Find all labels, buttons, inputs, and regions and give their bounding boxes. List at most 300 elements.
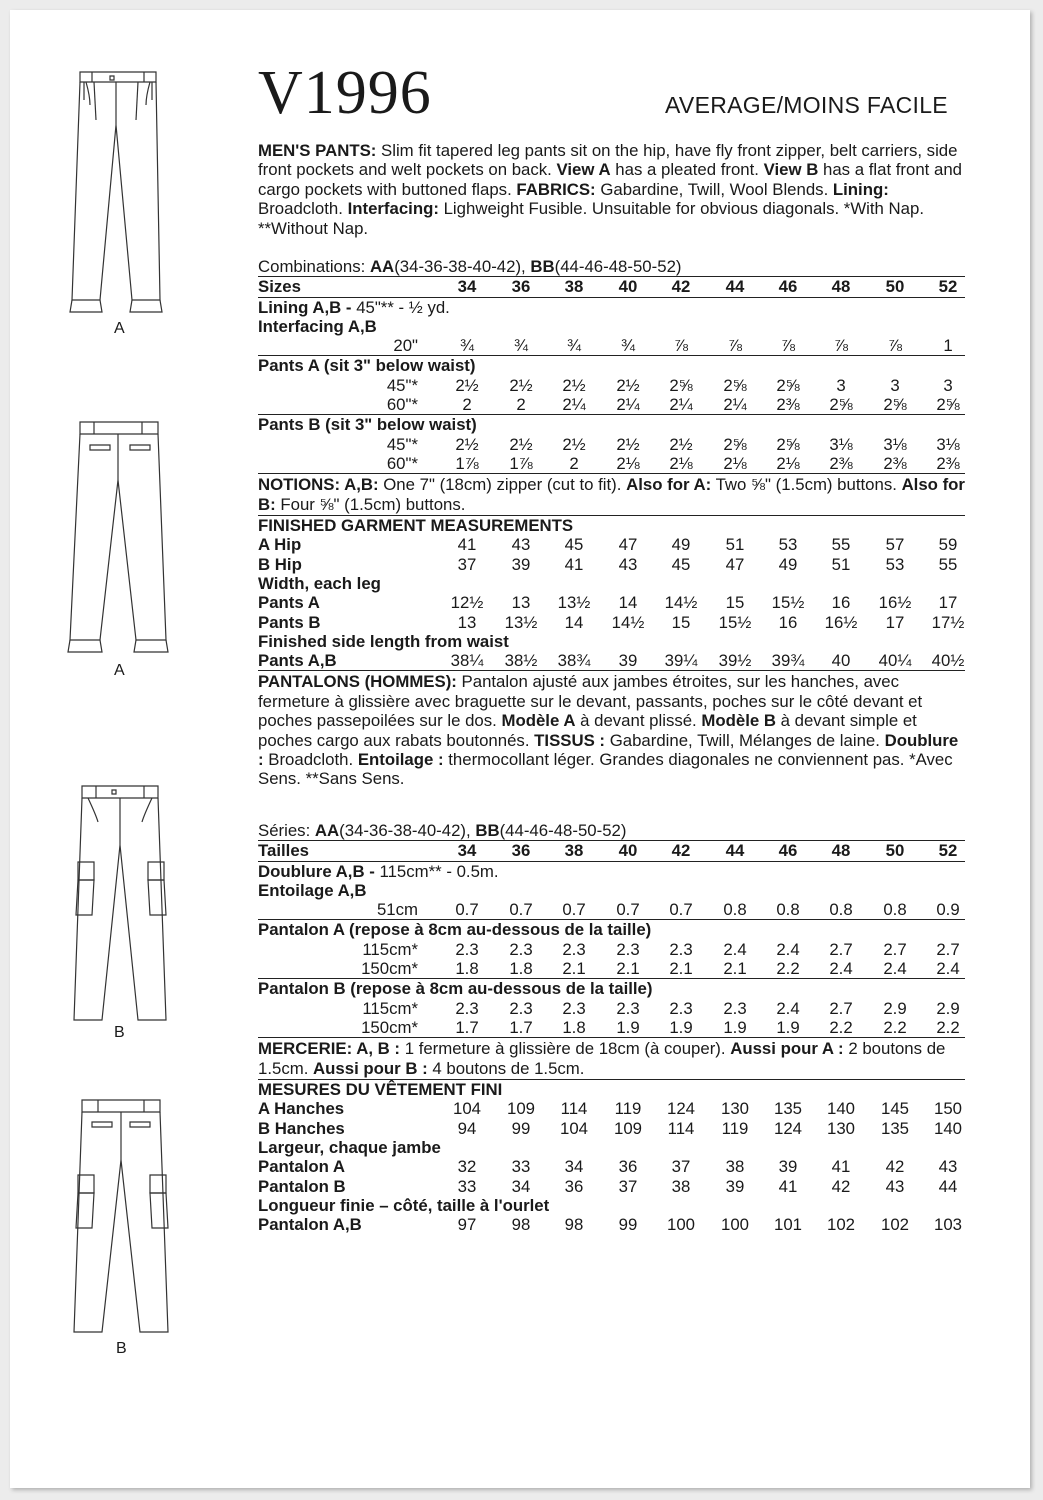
table-cell: 119 (721, 1118, 749, 1138)
text-phrase: Pantalon ajusté aux jambes étroites, sur les hanches, avec fermeture à glissière avec braguette sur le devant, passants, poches sur le côté devant et poches passepoilées sur le dos. (258, 672, 923, 731)
fabric-width: 115cm* (362, 998, 418, 1018)
table-cell: 2.2 (883, 1017, 907, 1037)
row-label: A Hanches (258, 1099, 345, 1119)
table-cell: 15½ (718, 612, 752, 632)
table-cell: 41 (564, 554, 584, 574)
table-cell: 2½ (562, 434, 586, 454)
table-cell: 2.3 (455, 998, 479, 1018)
table-cell: 40 (618, 277, 638, 297)
table-cell: 2.4 (883, 959, 907, 979)
table-cell: 3 (890, 375, 900, 395)
difficulty-label: AVERAGE/MOINS FACILE (665, 92, 948, 118)
table-cell: 2.1 (723, 959, 747, 979)
table-cell: 39¼ (664, 651, 698, 671)
table-cell: 2.1 (669, 959, 693, 979)
bold-phrase: Doublure : (258, 730, 959, 770)
table-cell: 48 (831, 841, 851, 861)
table-cell: 2⅜ (776, 395, 800, 415)
table-cell: 135 (774, 1099, 802, 1119)
bold-phrase: Entoilage : (357, 750, 444, 770)
table-cell: 38¼ (450, 651, 484, 671)
table-cell: 2½ (509, 434, 533, 454)
table-cell: 36 (618, 1157, 638, 1177)
table-cell: 36 (511, 277, 531, 297)
table-cell: 41 (831, 1157, 851, 1177)
table-cell: 51 (725, 535, 745, 555)
view-b-back-drawing (74, 1100, 168, 1332)
table-cell: 124 (667, 1099, 695, 1119)
combinations-line: Combinations: AA(34-36-38-40-42), BB(44-46-48-50-52) (258, 257, 682, 276)
table-cell: 1.8 (562, 1017, 586, 1037)
table-cell: 52 (938, 277, 958, 297)
table-cell: 2.4 (776, 998, 800, 1018)
yardage-row (258, 454, 965, 473)
length-label: Finished side length from waist (258, 631, 509, 651)
table-cell: 2¼ (616, 395, 640, 415)
lining-row: Lining A,B - 45"** - ½ yd. (258, 297, 450, 317)
text-phrase: One 7" (18cm) zipper (cut to fit). (378, 475, 627, 495)
view-label: B (116, 1340, 127, 1357)
table-cell: 46 (778, 841, 798, 861)
table-cell: 2.1 (616, 959, 640, 979)
table-cell: 50 (885, 277, 905, 297)
table-cell: 2.3 (455, 939, 479, 959)
table-cell: 42 (671, 277, 691, 297)
text-phrase: à devant plissé. (575, 711, 702, 731)
table-cell: 43 (618, 554, 638, 574)
table-cell: 109 (507, 1099, 535, 1119)
table-cell: 2⅝ (776, 375, 800, 395)
table-cell: ⅞ (674, 336, 688, 356)
table-cell: 2⅝ (723, 375, 747, 395)
table-cell: 1.7 (455, 1017, 479, 1037)
table-cell: 40¼ (878, 651, 912, 671)
table-cell: 1.9 (723, 1017, 747, 1037)
row-label: Pants A,B (258, 651, 337, 671)
table-cell: 2 (462, 395, 472, 415)
yardage-row (258, 376, 965, 395)
row-label: Pantalon A (258, 1157, 346, 1177)
table-cell: 2⅛ (776, 453, 800, 473)
table-cell: 98 (564, 1215, 584, 1235)
fabric-width: 150cm* (361, 1017, 418, 1037)
table-cell: 2.3 (509, 939, 533, 959)
text-phrase: Lighweight Fusible. Unsuitable for obvious diagonals. *With Nap. **Without Nap. (258, 199, 924, 238)
bold-phrase: Lining: (832, 179, 889, 199)
text-phrase: Four ⅝" (1.5cm) buttons. (275, 494, 466, 514)
table-cell: 38 (671, 1176, 691, 1196)
table-cell: 2⅝ (936, 395, 960, 415)
table-cell: ¾ (621, 336, 635, 356)
table-cell: 57 (885, 535, 905, 555)
text-phrase: Two ⅝" (1.5cm) buttons. (711, 475, 902, 495)
table-cell: 47 (725, 554, 745, 574)
table-cell: ¾ (567, 336, 581, 356)
table-cell: 42 (885, 1157, 905, 1177)
table-cell: 38 (564, 277, 584, 297)
table-cell: 2⅛ (723, 453, 747, 473)
bold-phrase: MERCERIE: A, B : (258, 1039, 401, 1059)
interfacing-label: Interfacing A,B (258, 316, 377, 336)
table-cell: 2.7 (936, 939, 960, 959)
table-cell: 145 (881, 1099, 909, 1119)
table-cell: 36 (511, 841, 531, 861)
table-cell: 2⅜ (936, 453, 960, 473)
notions-text (258, 1038, 965, 1079)
table-cell: 42 (671, 841, 691, 861)
fabric-width: 45"* (386, 375, 418, 395)
table-cell: 39¾ (771, 651, 805, 671)
table-cell: 2¼ (669, 395, 693, 415)
table-cell: 2.9 (936, 998, 960, 1018)
view-label: B (114, 1024, 125, 1041)
table-cell: 16 (778, 612, 798, 632)
table-cell: 41 (778, 1176, 798, 1196)
french-yardage-table (258, 821, 965, 1234)
text-phrase: 1 fermeture à glissière de 18cm (à couper). (400, 1039, 731, 1059)
table-cell: 38½ (504, 651, 538, 671)
table-cell: ⅞ (888, 336, 902, 356)
table-cell: 150 (934, 1099, 962, 1119)
pants-a-label: Pants A (sit 3" below waist) (258, 356, 476, 376)
fabric-width: 45"* (386, 434, 418, 454)
text-phrase: à devant simple et poches cargo aux rabats boutonnés. (258, 711, 917, 750)
bold-phrase: Interfacing: (347, 199, 439, 219)
table-cell: 2⅛ (616, 453, 640, 473)
table-cell: 45 (564, 535, 584, 555)
table-cell: 2.2 (936, 1017, 960, 1037)
row-label: Tailles (258, 841, 309, 861)
table-cell: 51 (831, 554, 851, 574)
table-cell: 130 (721, 1099, 749, 1119)
pants-b-label: Pants B (sit 3" below waist) (258, 415, 477, 435)
table-cell: 2⅜ (883, 453, 907, 473)
row-label: B Hanches (258, 1118, 345, 1138)
view-b-front-drawing (74, 786, 166, 1020)
yardage-row (258, 435, 965, 454)
interfacing-row (258, 336, 965, 355)
fabric-width: 60"* (386, 453, 418, 473)
table-cell: 48 (831, 277, 851, 297)
measurement-row (258, 1177, 965, 1196)
notions-text (258, 474, 965, 515)
table-cell: 2.4 (776, 939, 800, 959)
table-cell: 38¾ (557, 651, 591, 671)
text-phrase: Gabardine, Twill, Wool Blends. (595, 179, 833, 199)
table-cell: 14 (564, 612, 584, 632)
bold-phrase: View B (763, 160, 819, 180)
table-cell: 52 (938, 841, 958, 861)
table-cell: 2¼ (723, 395, 747, 415)
table-cell: 14½ (664, 593, 698, 613)
table-cell: 39 (778, 1157, 798, 1177)
interfacing-label: Entoilage A,B (258, 880, 367, 900)
table-cell: 16½ (878, 593, 912, 613)
table-cell: 2.1 (562, 959, 586, 979)
text-phrase: Slim fit tapered leg pants sit on the hip, have fly front zipper, belt carriers, side front pockets and welt pockets on back. (258, 141, 958, 180)
table-cell: ⅞ (728, 336, 742, 356)
measurement-row (258, 555, 965, 574)
table-cell: 0.8 (776, 900, 800, 920)
table-cell: 1.9 (669, 1017, 693, 1037)
table-cell: 1.8 (509, 959, 533, 979)
table-cell: 44 (938, 1176, 958, 1196)
table-cell: 2.4 (829, 959, 853, 979)
bold-phrase: View A (556, 160, 611, 180)
measurement-row (258, 1215, 965, 1234)
table-cell: 2½ (509, 375, 533, 395)
table-cell: 2.7 (829, 998, 853, 1018)
yardage-row (258, 940, 965, 959)
table-cell: 2⅝ (883, 395, 907, 415)
text-phrase: Broadcloth. (258, 199, 348, 219)
table-cell: 55 (938, 554, 958, 574)
table-cell: 2½ (562, 375, 586, 395)
table-cell: ¾ (460, 336, 474, 356)
table-cell: 14 (618, 593, 638, 613)
table-cell: 14½ (611, 612, 645, 632)
table-cell: 2⅝ (829, 395, 853, 415)
view-a-back-drawing (68, 422, 168, 652)
table-cell: 40½ (931, 651, 965, 671)
measurement-row (258, 613, 965, 632)
fabric-width: 150cm* (361, 959, 418, 979)
pattern-number: V1996 (258, 59, 432, 127)
finished-title: MESURES DU VÊTEMENT FINI (258, 1080, 503, 1100)
table-cell: 13 (511, 593, 531, 613)
table-cell: 119 (614, 1099, 642, 1119)
table-cell: 114 (560, 1099, 588, 1119)
table-cell: 99 (618, 1215, 638, 1235)
pants-b-label: Pantalon B (repose à 8cm au-dessous de la taille) (258, 979, 653, 999)
row-label: Sizes (258, 277, 301, 297)
table-cell: 37 (618, 1176, 638, 1196)
width-label: Width, each leg (258, 573, 381, 593)
table-cell: 13½ (504, 612, 538, 632)
text-phrase: 4 boutons de 1.5cm. (427, 1058, 585, 1078)
table-cell: 2⅝ (776, 434, 800, 454)
yardage-row (258, 999, 965, 1018)
table-cell: 43 (938, 1157, 958, 1177)
table-cell: 2 (516, 395, 526, 415)
view-label: A (114, 662, 125, 679)
table-cell: 114 (667, 1118, 695, 1138)
table-cell: 1.8 (455, 959, 479, 979)
table-cell: 39½ (718, 651, 752, 671)
french-description (258, 671, 965, 788)
table-cell: 16 (831, 593, 851, 613)
table-cell: 39 (511, 554, 531, 574)
table-cell: 55 (831, 535, 851, 555)
fabric-width: 115cm* (362, 939, 418, 959)
row-label: B Hip (258, 554, 302, 574)
pants-illustrations (10, 10, 260, 1410)
table-cell: 2⅝ (723, 434, 747, 454)
table-cell: 2½ (616, 375, 640, 395)
table-cell: 0.8 (723, 900, 747, 920)
table-cell: 45 (671, 554, 691, 574)
table-cell: 1.7 (509, 1017, 533, 1037)
table-cell: 0.8 (829, 900, 853, 920)
finished-title: FINISHED GARMENT MEASUREMENTS (258, 516, 574, 536)
interfacing-row (258, 900, 965, 919)
sizes-row (258, 277, 965, 296)
table-cell: 2⅜ (829, 453, 853, 473)
table-cell: 16½ (824, 612, 858, 632)
table-cell: 34 (511, 1176, 531, 1196)
english-yardage-table (258, 257, 965, 789)
text-phrase: Broadcloth. (263, 750, 358, 770)
table-cell: 49 (778, 554, 798, 574)
table-cell: 2.3 (562, 939, 586, 959)
table-cell: 124 (774, 1118, 802, 1138)
row-label: Pantalon A,B (258, 1215, 362, 1235)
table-cell: 2.3 (723, 998, 747, 1018)
table-cell: 40 (831, 651, 851, 671)
measurement-row (258, 1119, 965, 1138)
table-cell: 3⅛ (829, 434, 853, 454)
table-cell: 3⅛ (936, 434, 960, 454)
table-cell: 53 (778, 535, 798, 555)
table-cell: 1 (943, 336, 953, 356)
table-cell: 15 (671, 612, 691, 632)
table-cell: 49 (671, 535, 691, 555)
table-cell: 94 (457, 1118, 477, 1138)
table-cell: 41 (457, 535, 477, 555)
table-cell: 15½ (771, 593, 805, 613)
fabric-width: 20" (393, 336, 418, 356)
table-cell: 46 (778, 277, 798, 297)
english-description (258, 141, 978, 238)
pants-a-label: Pantalon A (repose à 8cm au-dessous de la taille) (258, 920, 652, 940)
table-cell: 0.7 (562, 900, 586, 920)
table-cell: 2½ (669, 434, 693, 454)
row-label: Pants B (258, 612, 321, 632)
table-cell: 32 (457, 1157, 477, 1177)
bold-phrase: FABRICS: (516, 179, 596, 199)
length-label: Longueur finie – côté, taille à l'ourlet (258, 1195, 550, 1215)
table-cell: 34 (457, 277, 477, 297)
table-cell: 15 (725, 593, 745, 613)
table-cell: 100 (721, 1215, 749, 1235)
measurement-row (258, 535, 965, 554)
table-cell: 2½ (455, 375, 479, 395)
table-cell: 2.2 (829, 1017, 853, 1037)
bold-phrase: Modèle A (501, 711, 576, 731)
table-cell: 2.3 (669, 939, 693, 959)
bold-phrase: TISSUS : (534, 730, 606, 750)
table-cell: 1⅞ (455, 453, 479, 473)
table-cell: 102 (827, 1215, 855, 1235)
table-cell: 2½ (455, 434, 479, 454)
table-cell: 3 (836, 375, 846, 395)
table-cell: 2.9 (883, 998, 907, 1018)
yardage-row (258, 395, 965, 414)
table-cell: 47 (618, 535, 638, 555)
table-cell: 104 (560, 1118, 588, 1138)
pattern-back-page (10, 10, 1030, 1488)
table-cell: 13 (457, 612, 477, 632)
row-label: A Hip (258, 535, 302, 555)
table-cell: 1⅞ (509, 453, 533, 473)
table-cell: 53 (885, 554, 905, 574)
text-phrase: has a pleated front. (610, 160, 764, 180)
table-cell: 13½ (557, 593, 591, 613)
table-cell: 0.7 (455, 900, 479, 920)
table-cell: 2.3 (616, 998, 640, 1018)
text-phrase: thermocollant léger. Grandes diagonales ne conviennent pas. *Avec Sens. **Sans Sens. (258, 750, 953, 789)
table-cell: 140 (827, 1099, 855, 1119)
table-cell: 17½ (931, 612, 965, 632)
table-cell: 44 (725, 841, 745, 861)
table-cell: 103 (934, 1215, 962, 1235)
bold-phrase: MEN'S PANTS: (258, 141, 377, 160)
table-cell: 140 (934, 1118, 962, 1138)
table-cell: 1.9 (616, 1017, 640, 1037)
measurement-row (258, 1157, 965, 1176)
table-cell: 2.3 (562, 998, 586, 1018)
table-cell: 2½ (616, 434, 640, 454)
table-cell: 37 (457, 554, 477, 574)
table-cell: 2.7 (829, 939, 853, 959)
table-cell: 38 (564, 841, 584, 861)
yardage-row (258, 959, 965, 978)
table-cell: 43 (885, 1176, 905, 1196)
table-cell: 50 (885, 841, 905, 861)
measurement-row (258, 1099, 965, 1118)
yardage-row (258, 1018, 965, 1037)
table-cell: 104 (453, 1099, 481, 1119)
row-label: Pantalon B (258, 1176, 346, 1196)
table-cell: 2¼ (562, 395, 586, 415)
fabric-width: 51cm (376, 900, 418, 920)
series-line: Séries: AA(34-36-38-40-42), BB(44-46-48-50-52) (258, 821, 627, 840)
table-cell: 2⅝ (669, 375, 693, 395)
bold-phrase: NOTIONS: A,B: (258, 475, 379, 495)
text-phrase: Gabardine, Twill, Mélanges de laine. (605, 730, 885, 750)
table-cell: 2.2 (776, 959, 800, 979)
table-cell: ⅞ (781, 336, 795, 356)
table-cell: 40 (618, 841, 638, 861)
table-cell: 0.7 (669, 900, 693, 920)
table-cell: 36 (564, 1176, 584, 1196)
measurement-row (258, 651, 965, 670)
table-cell: 3 (943, 375, 953, 395)
table-cell: 34 (457, 841, 477, 861)
view-a-front-drawing (70, 72, 162, 312)
table-cell: 101 (774, 1215, 802, 1235)
table-cell: 2.3 (509, 998, 533, 1018)
bold-phrase: Aussi pour A : (730, 1039, 844, 1059)
bold-phrase: Aussi pour B : (313, 1058, 428, 1078)
fabric-width: 60"* (386, 395, 418, 415)
table-cell: 39 (618, 651, 638, 671)
text-phrase: 2 boutons de 1.5cm. (258, 1039, 946, 1078)
table-cell: ⅞ (834, 336, 848, 356)
table-cell: 0.8 (883, 900, 907, 920)
table-cell: 1.9 (776, 1017, 800, 1037)
table-cell: 17 (885, 612, 905, 632)
table-cell: 2.4 (936, 959, 960, 979)
table-cell: 37 (671, 1157, 691, 1177)
text-phrase: has a flat front and cargo pockets with buttoned flaps. (258, 160, 963, 199)
table-cell: 2⅛ (669, 453, 693, 473)
table-cell: ¾ (514, 336, 528, 356)
table-cell: 17 (938, 593, 958, 613)
table-cell: 44 (725, 277, 745, 297)
table-cell: 0.7 (616, 900, 640, 920)
table-cell: 135 (881, 1118, 909, 1138)
